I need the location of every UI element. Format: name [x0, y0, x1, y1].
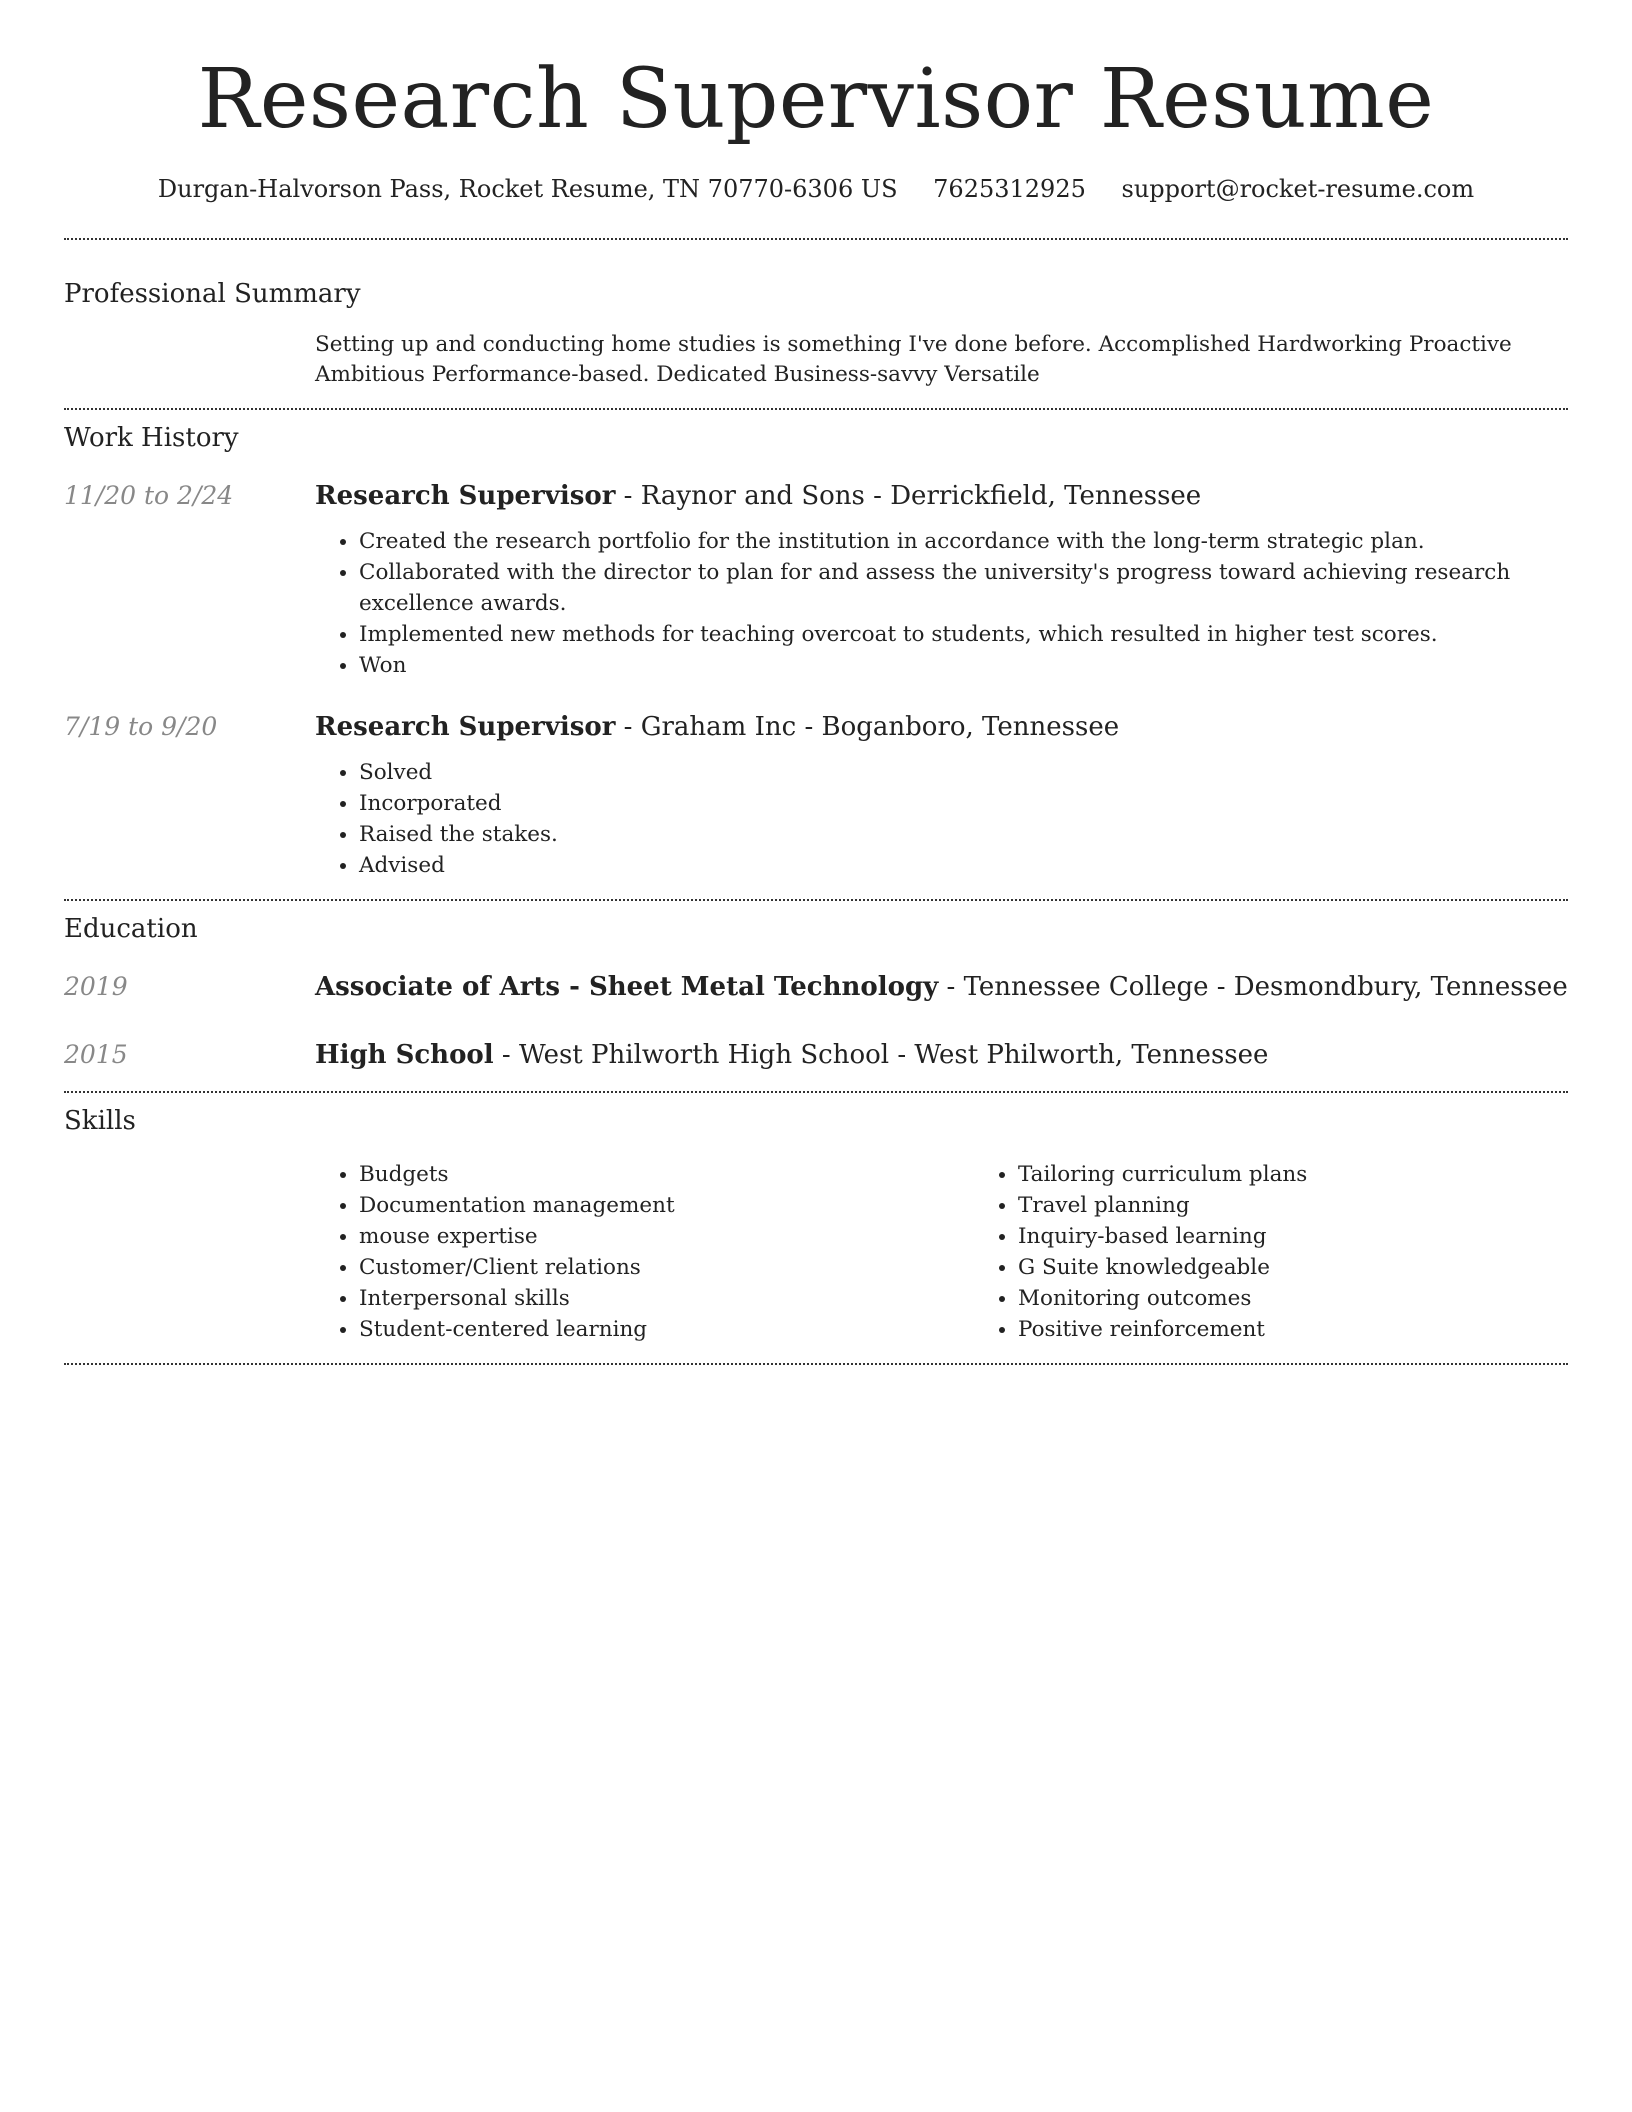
job-entry	[64, 480, 1568, 681]
education-entry	[64, 1039, 1568, 1071]
list-item: • G Suite knowledgeable	[1018, 1252, 1632, 1283]
list-item: • Solved	[359, 757, 1568, 788]
resume-page	[64, 0, 1568, 1365]
list-item: • Positive reinforcement	[1018, 1314, 1632, 1345]
list-item: • Created the research portfolio for the institution in accordance with the long-term strategic plan.	[359, 526, 1568, 557]
job-bullets	[315, 757, 1568, 881]
skills-column-left	[315, 1159, 974, 1345]
section-title-education: Education	[64, 914, 198, 944]
skills-row	[64, 1159, 1568, 1345]
job-heading	[315, 480, 1568, 512]
job-bullets	[315, 526, 1568, 681]
list-item: • Documentation management	[359, 1190, 974, 1221]
school-details: - West Philworth High School - West Philworth, Tennessee	[493, 1040, 1269, 1070]
job-title: Research Supervisor	[315, 481, 616, 511]
degree: Associate of Arts - Sheet Metal Technology	[315, 972, 939, 1002]
job-details: - Raynor and Sons - Derrickfield, Tennessee	[615, 481, 1202, 511]
divider	[64, 899, 1568, 901]
job-dates: 7/19 to 9/20	[64, 712, 218, 741]
education-year: 2019	[64, 972, 128, 1001]
list-item: • Inquiry-based learning	[1018, 1221, 1632, 1252]
section-title-skills: Skills	[64, 1106, 136, 1136]
divider	[64, 408, 1568, 410]
skills-list	[315, 1159, 1632, 1345]
phone: 7625312925	[933, 175, 1086, 203]
divider	[64, 1363, 1568, 1365]
page-title: Research Supervisor Resume	[197, 52, 1435, 147]
job-details: - Graham Inc - Boganboro, Tennessee	[615, 712, 1120, 742]
divider	[64, 1091, 1568, 1093]
education-year: 2015	[64, 1040, 128, 1069]
job-entry	[64, 711, 1568, 881]
summary-text: Setting up and conducting home studies is something I've done before. Accomplished Hardworking Proactive Ambitious Performance-based. Dedicated Business-savvy Versatile	[315, 332, 1512, 387]
list-item: • Collaborated with the director to plan for and assess the university's progress toward achieving research excellence awards.	[359, 557, 1568, 619]
school-details: - Tennessee College - Desmondbury, Tennessee	[938, 972, 1568, 1002]
list-item: • Budgets	[359, 1159, 974, 1190]
contact-line	[64, 174, 1568, 204]
list-item: • Customer/Client relations	[359, 1252, 974, 1283]
job-title: Research Supervisor	[315, 712, 616, 742]
education-heading	[315, 1039, 1568, 1071]
skills-column-right	[974, 1159, 1632, 1345]
education-heading	[315, 971, 1568, 1003]
degree: High School	[315, 1040, 494, 1070]
education-entry	[64, 971, 1568, 1003]
list-item: • mouse expertise	[359, 1221, 974, 1252]
list-item: • Interpersonal skills	[359, 1283, 974, 1314]
address: Durgan-Halvorson Pass, Rocket Resume, TN 70770-6306 US	[157, 175, 898, 203]
job-heading	[315, 711, 1568, 743]
list-item: • Student-centered learning	[359, 1314, 974, 1345]
job-dates: 11/20 to 2/24	[64, 481, 234, 510]
email: support@rocket-resume.com	[1121, 175, 1475, 203]
list-item: • Won	[359, 650, 1568, 681]
summary-row	[64, 330, 1568, 390]
list-item: • Incorporated	[359, 788, 1568, 819]
list-item: • Raised the stakes.	[359, 819, 1568, 850]
section-title-summary: Professional Summary	[64, 279, 361, 309]
section-title-work: Work History	[64, 423, 239, 453]
divider	[64, 238, 1568, 240]
list-item: • Implemented new methods for teaching overcoat to students, which resulted in higher test scores.	[359, 619, 1568, 650]
list-item: • Travel planning	[1018, 1190, 1632, 1221]
list-item: • Tailoring curriculum plans	[1018, 1159, 1632, 1190]
list-item: • Advised	[359, 850, 1568, 881]
list-item: • Monitoring outcomes	[1018, 1283, 1632, 1314]
